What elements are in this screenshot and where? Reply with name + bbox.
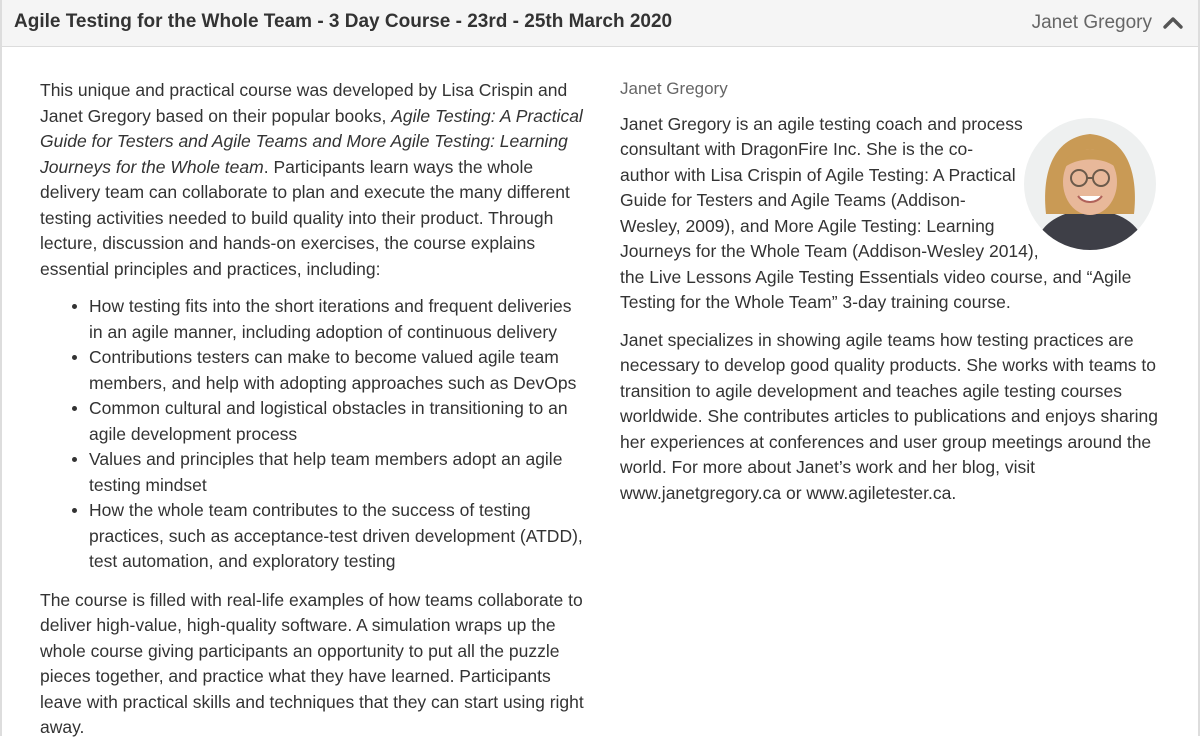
course-intro <box>40 78 588 282</box>
course-description <box>40 78 588 753</box>
presenter-bio <box>620 76 1160 518</box>
list-item: • Common cultural and logistical obstacles in transitioning to an agile development process <box>89 396 588 447</box>
bio-paragraph-2: Janet specializes in showing agile teams how testing practices are necessary to develop good quality products. She works with teams to transition to agile development and teaches agile testing courses worldwide. She contributes articles to publications and enjoys sharing her experiences at conferences and user group meetings around the world. For more about Janet’s work and her blog, visit www.janetgregory.ca or www.agiletester.ca. <box>620 329 1158 503</box>
course-title: Agile Testing for the Whole Team - 3 Day Course - 23rd - 25th March 2020 <box>14 11 673 32</box>
list-item: • How testing fits into the short iterations and frequent deliveries in an agile manner, including adoption of continuous delivery <box>89 294 588 345</box>
list-item: • Values and principles that help team members adopt an agile testing mindset <box>89 447 588 498</box>
presenter-photo <box>1024 118 1156 250</box>
intro-text-end: . Participants learn ways the whole delivery team can collaborate to plan and execute the many different testing activities needed to build quality into their product. Through lecture, discussion and hands-on exercises, the course explains essential principles and practices, including: <box>40 156 570 279</box>
avatar <box>1024 118 1156 250</box>
intro-text-start: This unique and practical course was developed by Lisa Crispin and Janet Gregory based on their popular books, <box>40 80 568 126</box>
bio-paragraph-1: Janet Gregory is an agile testing coach and process consultant with DragonFire Inc. She is the co-author with Lisa Crispin of Agile Testing: A Practical Guide for Testers and Agile Teams (Addison-Wesley, 2009), and More Agile Testing: Learning Journeys for the Whole Team (Addison-Wesley 2014), the Live Lessons Agile Testing Essentials video course, and “Agile Testing for the Whole Team” 3-day training course. <box>620 113 1132 312</box>
list-item: • Contributions testers can make to become valued agile team members, and help with adopting approaches such as DevOps <box>89 345 588 396</box>
list-item: • How the whole team contributes to the success of testing practices, such as acceptance-test driven development (ATDD), test automation, and exploratory testing <box>89 498 588 575</box>
course-closing: The course is filled with real-life examples of how teams collaborate to deliver high-value, high-quality software. A simulation wraps up the whole course giving participants an opportunity to put all the puzzle pieces together, and practice what they have learned. Participants leave with practical skills and techniques that they can start using right away. <box>40 589 584 737</box>
presenter-name: Janet Gregory <box>1031 12 1152 33</box>
chevron-up-icon[interactable] <box>1162 13 1184 33</box>
course-panel-header[interactable] <box>2 0 1198 47</box>
topic-list <box>40 294 588 575</box>
bio-name: Janet Gregory <box>620 79 728 98</box>
book-titles: Agile Testing: A Practical Guide for Testers and Agile Teams and More Agile Testing: Learning Journeys for the Whole team <box>40 105 583 177</box>
